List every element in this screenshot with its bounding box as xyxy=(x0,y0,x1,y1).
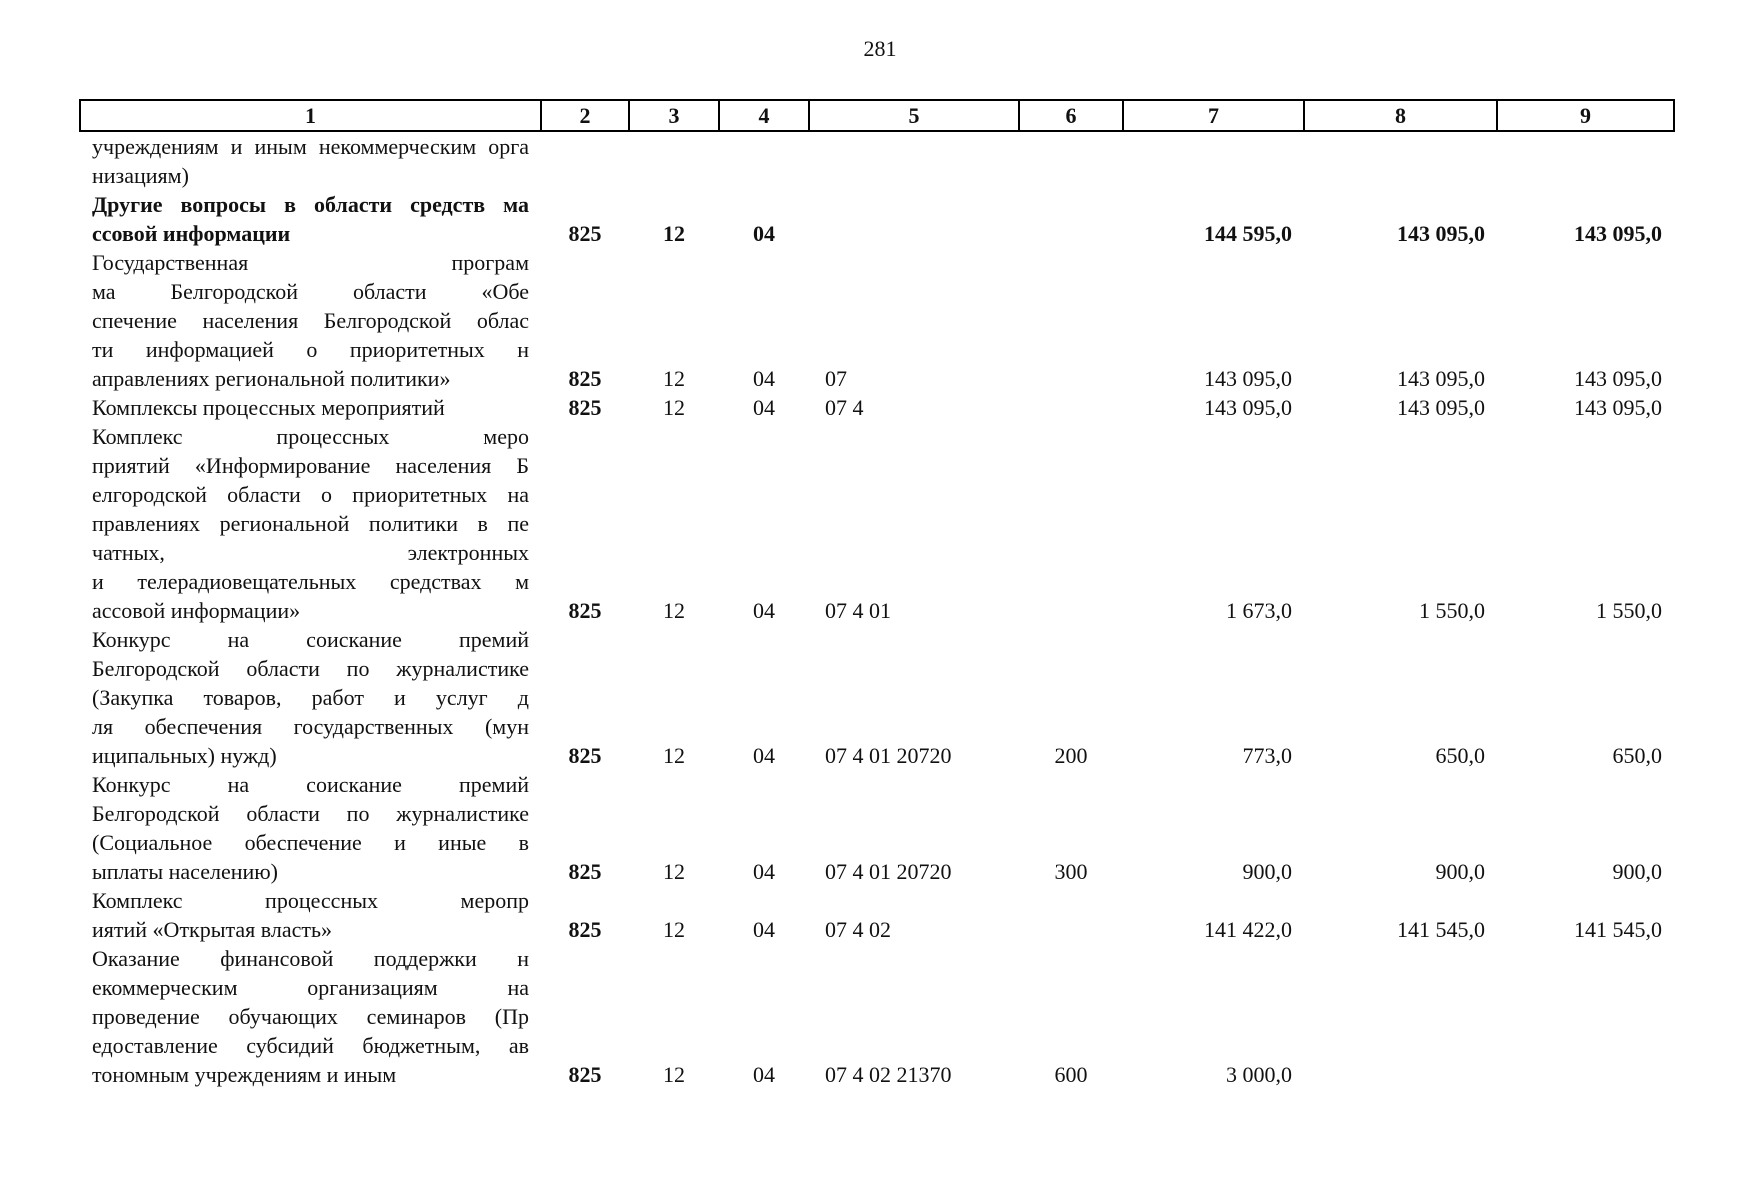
section-code-cell: 12 xyxy=(663,366,685,391)
amount-year1-cell: 773,0 xyxy=(1242,743,1292,768)
admin-code-cell: 825 xyxy=(568,743,602,768)
target-code-cell: 07 xyxy=(825,366,847,391)
column-header: 7 xyxy=(1123,100,1304,131)
admin-code-cell: 825 xyxy=(568,366,602,391)
expense-type-cell xyxy=(1019,190,1123,248)
row-name-cell: Конкурс на соискание премий Белгородской области по журналистике (Социальное обеспечение и иные в ыплаты населению) xyxy=(92,772,529,884)
table-row xyxy=(80,770,1674,886)
amount-year3-cell: 143 095,0 xyxy=(1574,395,1662,420)
amount-year3-cell: 143 095,0 xyxy=(1574,366,1662,391)
admin-code-cell: 825 xyxy=(568,395,602,420)
target-code-cell: 07 4 01 20720 xyxy=(825,743,952,768)
target-code-cell: 07 4 02 xyxy=(825,917,891,942)
amount-year1-cell: 900,0 xyxy=(1242,859,1292,884)
amount-year2-cell: 143 095,0 xyxy=(1397,395,1485,420)
row-name-cell: Другие вопросы в области средств ма ссовой информации xyxy=(92,192,529,246)
amount-year3-cell: 900,0 xyxy=(1612,859,1662,884)
target-code-cell: 07 4 xyxy=(825,395,864,420)
table-row xyxy=(80,886,1674,944)
subsection-code-cell: 04 xyxy=(753,917,775,942)
amount-year1-cell: 3 000,0 xyxy=(1226,1062,1292,1087)
admin-code-cell: 825 xyxy=(568,598,602,623)
amount-year2-cell xyxy=(1304,944,1497,1089)
amount-year2-cell: 650,0 xyxy=(1435,743,1485,768)
table-row xyxy=(80,422,1674,625)
amount-year2-cell: 143 095,0 xyxy=(1397,221,1485,246)
section-code-cell: 12 xyxy=(663,1062,685,1087)
column-header: 9 xyxy=(1497,100,1674,131)
amount-year2-cell xyxy=(1304,131,1497,190)
table-row xyxy=(80,131,1674,190)
amount-year3-cell: 141 545,0 xyxy=(1574,917,1662,942)
amount-year3-cell xyxy=(1497,944,1674,1089)
expense-type-cell xyxy=(1019,393,1123,422)
expense-type-cell xyxy=(1019,886,1123,944)
amount-year1-cell: 144 595,0 xyxy=(1204,221,1292,246)
admin-code-cell: 825 xyxy=(568,917,602,942)
column-header: 2 xyxy=(541,100,629,131)
target-code-cell: 07 4 01 xyxy=(825,598,891,623)
subsection-code-cell xyxy=(719,131,809,190)
row-name-cell: Комплекс процессных меро приятий «Информирование населения Б елгородской области о приоритетных на правлениях региональной политики в пе чатных, электронных и телерадиовещательных средствах м ассовой информации» xyxy=(92,424,529,623)
expense-type-cell xyxy=(1019,248,1123,393)
column-header: 1 xyxy=(80,100,541,131)
amount-year2-cell: 900,0 xyxy=(1435,859,1485,884)
page-number: 281 xyxy=(863,36,897,61)
target-code-cell xyxy=(809,190,1019,248)
section-code-cell: 12 xyxy=(663,395,685,420)
admin-code-cell: 825 xyxy=(568,859,602,884)
row-name-cell: учреждениям и иным некоммерческим орга низациям) xyxy=(92,134,529,188)
target-code-cell xyxy=(809,131,1019,190)
subsection-code-cell: 04 xyxy=(753,395,775,420)
section-code-cell: 12 xyxy=(663,221,685,246)
amount-year1-cell: 141 422,0 xyxy=(1204,917,1292,942)
table-row xyxy=(80,625,1674,770)
amount-year2-cell: 141 545,0 xyxy=(1397,917,1485,942)
amount-year3-cell: 650,0 xyxy=(1612,743,1662,768)
row-name-cell: Конкурс на соискание премий Белгородской области по журналистике (Закупка товаров, работ и услуг д ля обеспечения государственных (мун иципальных) нужд) xyxy=(92,627,529,768)
subsection-code-cell: 04 xyxy=(753,598,775,623)
column-number-header xyxy=(80,100,1674,131)
subsection-code-cell: 04 xyxy=(753,366,775,391)
amount-year3-cell: 143 095,0 xyxy=(1574,221,1662,246)
subsection-code-cell: 04 xyxy=(753,743,775,768)
amount-year2-cell: 143 095,0 xyxy=(1397,366,1485,391)
expense-type-cell: 300 xyxy=(1054,859,1088,884)
budget-table xyxy=(79,99,1675,1089)
admin-code-cell xyxy=(541,131,629,190)
admin-code-cell: 825 xyxy=(568,1062,602,1087)
amount-year2-cell: 1 550,0 xyxy=(1419,598,1485,623)
column-header: 5 xyxy=(809,100,1019,131)
table-row xyxy=(80,190,1674,248)
section-code-cell xyxy=(629,131,719,190)
table-row xyxy=(80,393,1674,422)
expense-type-cell: 600 xyxy=(1054,1062,1088,1087)
amount-year1-cell: 143 095,0 xyxy=(1204,395,1292,420)
amount-year1-cell: 143 095,0 xyxy=(1204,366,1292,391)
amount-year3-cell: 1 550,0 xyxy=(1596,598,1662,623)
row-name-cell: Комплекс процессных меропр иятий «Открытая власть» xyxy=(92,888,529,942)
row-name-cell: Комплексы процессных мероприятий xyxy=(92,395,445,420)
section-code-cell: 12 xyxy=(663,859,685,884)
column-header: 3 xyxy=(629,100,719,131)
section-code-cell: 12 xyxy=(663,917,685,942)
subsection-code-cell: 04 xyxy=(753,1062,775,1087)
amount-year1-cell xyxy=(1123,131,1304,190)
column-header: 8 xyxy=(1304,100,1497,131)
expense-type-cell xyxy=(1019,131,1123,190)
subsection-code-cell: 04 xyxy=(753,221,775,246)
amount-year1-cell: 1 673,0 xyxy=(1226,598,1292,623)
table-row xyxy=(80,248,1674,393)
column-header: 4 xyxy=(719,100,809,131)
table-body xyxy=(80,131,1674,1089)
amount-year3-cell xyxy=(1497,131,1674,190)
table-row xyxy=(80,944,1674,1089)
admin-code-cell: 825 xyxy=(568,221,602,246)
row-name-cell: Оказание финансовой поддержки н екоммерческим организациям на проведение обучающих семинаров (Пр едоставление субсидий бюджетным, ав тономным учреждениям и иным xyxy=(92,946,529,1087)
expense-type-cell: 200 xyxy=(1054,743,1088,768)
expense-type-cell xyxy=(1019,422,1123,625)
column-header: 6 xyxy=(1019,100,1123,131)
section-code-cell: 12 xyxy=(663,743,685,768)
target-code-cell: 07 4 01 20720 xyxy=(825,859,952,884)
subsection-code-cell: 04 xyxy=(753,859,775,884)
section-code-cell: 12 xyxy=(663,598,685,623)
target-code-cell: 07 4 02 21370 xyxy=(825,1062,952,1087)
row-name-cell: Государственная програм ма Белгородской области «Обе спечение населения Белгородской облас ти информацией о приоритетных н аправлениях региональной политики» xyxy=(92,250,529,391)
